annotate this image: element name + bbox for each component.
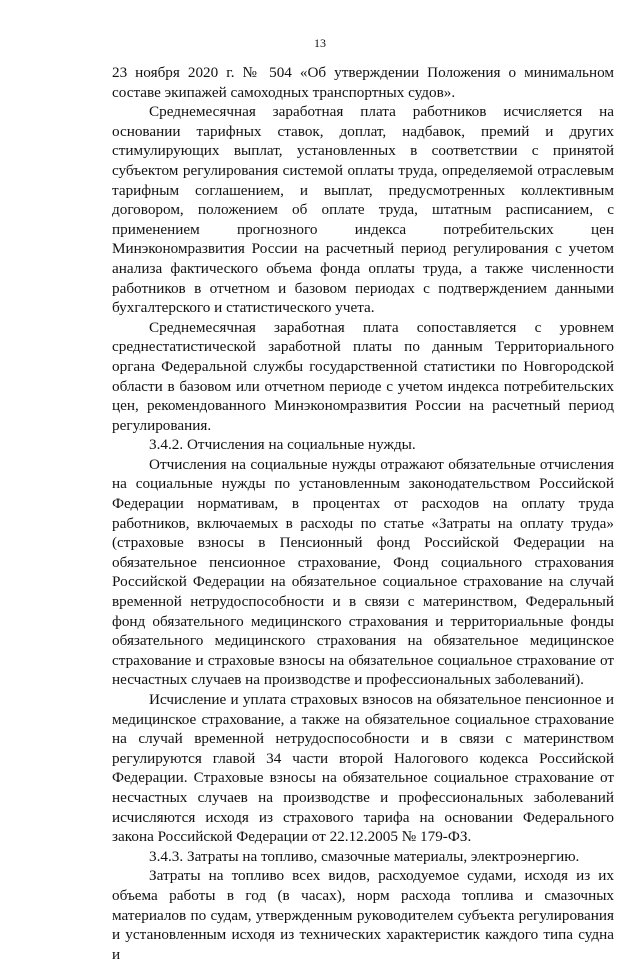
document-body xyxy=(112,63,614,964)
paragraph: 3.4.3. Затраты на топливо, смазочные материалы, электроэнергию. xyxy=(149,847,580,865)
paragraph: 3.4.2. Отчисления на социальные нужды. xyxy=(149,436,416,454)
page-number: 13 xyxy=(314,36,326,50)
paragraph: Исчисление и уплата страховых взносов на обязательное пенсионное и медицинское страхование, а также на обязательное социальное страхование на случай временной нетрудоспособности и в связи с материнством регулируются главой 34 части второй Налогового кодекса Российской Федерации. Страховые взносы на обязательное социальное страхование от несчастных случаев на производстве и профессиональных заболеваний исчисляются исходя из страхового тарифа на основании Федерального закона Российской Федерации от 22.12.2005 № 179-ФЗ. xyxy=(112,691,614,846)
paragraph: Затраты на топливо всех видов, расходуемое судами, исходя из их объема работы в год (в часах), норм расхода топлива и смазочных материалов по судам, утвержденным руководителем субъекта регулирования и установленным исходя из технических характеристик каждого типа судна и xyxy=(112,867,614,963)
paragraph: 23 ноября 2020 г. № 504 «Об утверждении Положения о минимальном составе экипажей самоходных транспортных судов». xyxy=(112,64,614,101)
paragraph: Среднемесячная заработная плата работников исчисляется на основании тарифных ставок, доплат, надбавок, премий и других стимулирующих выплат, установленных в соответствии с принятой субъектом регулирования системой оплаты труда, определяемой отраслевым тарифным соглашением, и выплат, предусмотренных коллективным договором, положением об оплате труда, штатным расписанием, с применением прогнозного индекса потребительских цен Минэкономразвития России на расчетный период регулирования с учетом анализа фактического объема фонда оплаты труда, а также численности работников в отчетном и базовом периодах с подтверждением данными бухгалтерского и статистического учета. xyxy=(112,103,614,317)
paragraph: Отчисления на социальные нужды отражают обязательные отчисления на социальные нужды по установленным законодательством Российской Федерации нормативам, в процентах от расходов на оплату труда работников, включаемых в расходы по статье «Затраты на оплату труда» (страховые взносы в Пенсионный фонд Российской Федерации на обязательное пенсионное страхование, Фонд социального страхования Российской Федерации на обязательное социальное страхование на случай временной нетрудоспособности и в связи с материнством, Федеральный фонд обязательного медицинского страхования и территориальные фонды обязательного медицинского страхования на обязательное медицинское страхование и страховые взносы на обязательное социальное страхование от несчастных случаев на производстве и профессиональных заболеваний). xyxy=(112,455,614,689)
paragraph: Среднемесячная заработная плата сопоставляется с уровнем среднестатистической заработной платы по данным Территориального органа Федеральной службы государственной статистики по Новгородской области в базовом или отчетном периоде с учетом индекса потребительских цен, рекомендованного Минэкономразвития России на расчетный период регулирования. xyxy=(112,318,614,434)
